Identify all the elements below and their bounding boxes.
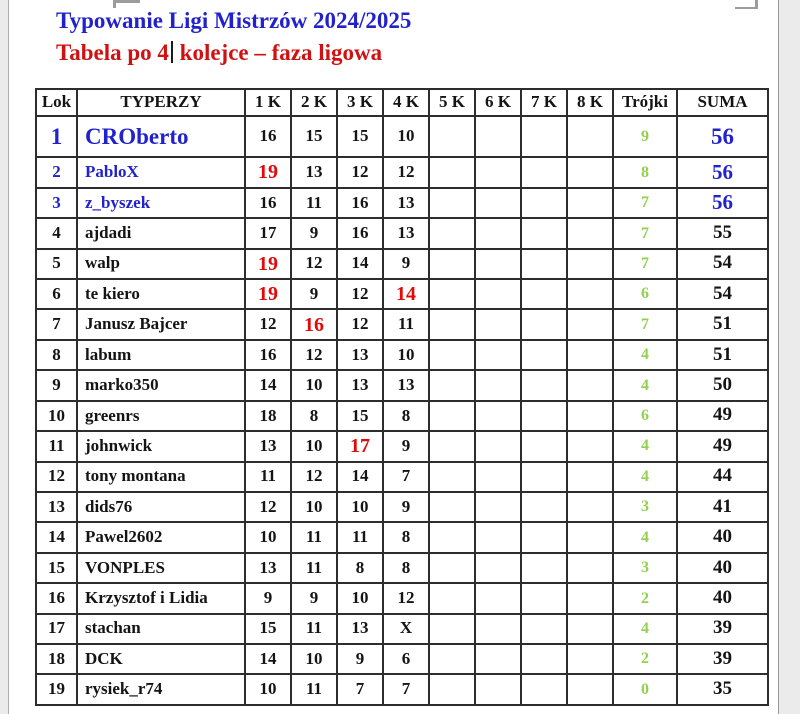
round-8-cell [567, 309, 613, 339]
table-row [36, 370, 768, 400]
name-cell: te kiero [77, 279, 245, 309]
suma-cell: 40 [677, 583, 768, 613]
round-1-cell: 12 [245, 492, 291, 522]
round-7-cell [521, 309, 567, 339]
suma-cell: 40 [677, 522, 768, 552]
name-cell: dids76 [77, 492, 245, 522]
round-6-cell [475, 522, 521, 552]
table-row [36, 279, 768, 309]
round-7-cell [521, 370, 567, 400]
round-5-cell [429, 462, 475, 492]
rank-cell: 11 [36, 431, 77, 461]
round-6-cell [475, 116, 521, 157]
round-3-cell: 7 [337, 674, 383, 705]
table-row [36, 249, 768, 279]
trojki-cell: 6 [613, 279, 677, 309]
round-1-cell: 19 [245, 157, 291, 187]
round-5-cell [429, 157, 475, 187]
round-2-cell: 11 [291, 522, 337, 552]
round-2-cell: 11 [291, 553, 337, 583]
round-1-cell: 15 [245, 614, 291, 644]
col-header-round-5: 5 K [429, 89, 475, 116]
round-4-cell: 10 [383, 116, 429, 157]
rank-cell: 14 [36, 522, 77, 552]
rank-cell: 1 [36, 116, 77, 157]
round-5-cell [429, 188, 475, 218]
round-6-cell [475, 188, 521, 218]
round-8-cell [567, 116, 613, 157]
round-8-cell [567, 370, 613, 400]
round-3-cell: 13 [337, 370, 383, 400]
round-6-cell [475, 614, 521, 644]
round-2-cell: 8 [291, 401, 337, 431]
round-5-cell [429, 614, 475, 644]
name-cell: stachan [77, 614, 245, 644]
subtitle-text-before: Tabela po 4 [56, 40, 169, 65]
round-1-cell: 18 [245, 401, 291, 431]
suma-cell: 50 [677, 370, 768, 400]
rank-cell: 18 [36, 644, 77, 674]
rank-cell: 6 [36, 279, 77, 309]
col-header-trojki: Trójki [613, 89, 677, 116]
round-3-cell: 17 [337, 431, 383, 461]
round-1-cell: 10 [245, 674, 291, 705]
suma-cell: 55 [677, 218, 768, 248]
trojki-cell: 2 [613, 583, 677, 613]
suma-cell: 49 [677, 401, 768, 431]
round-6-cell [475, 674, 521, 705]
table-row [36, 401, 768, 431]
round-8-cell [567, 644, 613, 674]
round-5-cell [429, 644, 475, 674]
round-6-cell [475, 462, 521, 492]
round-5-cell [429, 522, 475, 552]
round-4-cell: 13 [383, 188, 429, 218]
round-3-cell: 14 [337, 462, 383, 492]
round-3-cell: 8 [337, 553, 383, 583]
table-row [36, 431, 768, 461]
col-header-round-8: 8 K [567, 89, 613, 116]
col-header-round-3: 3 K [337, 89, 383, 116]
suma-cell: 44 [677, 462, 768, 492]
suma-cell: 54 [677, 279, 768, 309]
suma-cell: 39 [677, 614, 768, 644]
round-4-cell: 9 [383, 249, 429, 279]
trojki-cell: 4 [613, 370, 677, 400]
trojki-cell: 9 [613, 116, 677, 157]
round-2-cell: 12 [291, 340, 337, 370]
rank-cell: 12 [36, 462, 77, 492]
round-4-cell: 11 [383, 309, 429, 339]
rank-cell: 2 [36, 157, 77, 187]
round-2-cell: 11 [291, 674, 337, 705]
round-5-cell [429, 249, 475, 279]
name-cell: walp [77, 249, 245, 279]
round-7-cell [521, 644, 567, 674]
trojki-cell: 2 [613, 644, 677, 674]
round-5-cell [429, 218, 475, 248]
round-3-cell: 14 [337, 249, 383, 279]
round-1-cell: 10 [245, 522, 291, 552]
table-row [36, 340, 768, 370]
table-row [36, 309, 768, 339]
name-cell: greenrs [77, 401, 245, 431]
col-header-round-4: 4 K [383, 89, 429, 116]
table-row [36, 157, 768, 187]
round-5-cell [429, 116, 475, 157]
round-7-cell [521, 116, 567, 157]
round-6-cell [475, 431, 521, 461]
col-header-typerzy: TYPERZY [77, 89, 245, 116]
rank-cell: 16 [36, 583, 77, 613]
rank-cell: 3 [36, 188, 77, 218]
round-7-cell [521, 249, 567, 279]
crop-mark-icon [735, 0, 758, 9]
round-3-cell: 15 [337, 116, 383, 157]
name-cell: Janusz Bajcer [77, 309, 245, 339]
round-1-cell: 19 [245, 249, 291, 279]
round-8-cell [567, 188, 613, 218]
round-7-cell [521, 553, 567, 583]
round-8-cell [567, 218, 613, 248]
table-row [36, 644, 768, 674]
round-4-cell: 7 [383, 674, 429, 705]
round-3-cell: 15 [337, 401, 383, 431]
suma-cell: 51 [677, 309, 768, 339]
round-7-cell [521, 188, 567, 218]
trojki-cell: 4 [613, 522, 677, 552]
round-1-cell: 13 [245, 553, 291, 583]
crop-mark-icon [113, 0, 140, 8]
round-8-cell [567, 279, 613, 309]
table-row [36, 674, 768, 705]
rank-cell: 7 [36, 309, 77, 339]
round-1-cell: 16 [245, 188, 291, 218]
name-cell: z_byszek [77, 188, 245, 218]
col-header-round-7: 7 K [521, 89, 567, 116]
rank-cell: 13 [36, 492, 77, 522]
trojki-cell: 4 [613, 340, 677, 370]
round-7-cell [521, 614, 567, 644]
round-6-cell [475, 279, 521, 309]
col-header-lok: Lok [36, 89, 77, 116]
round-7-cell [521, 157, 567, 187]
text-cursor-icon [171, 41, 173, 63]
round-1-cell: 17 [245, 218, 291, 248]
name-cell: marko350 [77, 370, 245, 400]
name-cell: ajdadi [77, 218, 245, 248]
round-4-cell: X [383, 614, 429, 644]
round-4-cell: 6 [383, 644, 429, 674]
round-2-cell: 9 [291, 279, 337, 309]
trojki-cell: 7 [613, 309, 677, 339]
name-cell: PabloX [77, 157, 245, 187]
round-2-cell: 9 [291, 583, 337, 613]
round-1-cell: 19 [245, 279, 291, 309]
round-4-cell: 9 [383, 492, 429, 522]
round-3-cell: 11 [337, 522, 383, 552]
rank-cell: 8 [36, 340, 77, 370]
round-3-cell: 9 [337, 644, 383, 674]
trojki-cell: 4 [613, 431, 677, 461]
round-5-cell [429, 553, 475, 583]
subtitle-text-after: kolejce – faza ligowa [173, 40, 383, 65]
round-4-cell: 12 [383, 157, 429, 187]
round-1-cell: 14 [245, 370, 291, 400]
table-row [36, 583, 768, 613]
round-2-cell: 12 [291, 249, 337, 279]
round-4-cell: 14 [383, 279, 429, 309]
round-2-cell: 12 [291, 462, 337, 492]
round-2-cell: 13 [291, 157, 337, 187]
round-2-cell: 10 [291, 492, 337, 522]
name-cell: Pawel2602 [77, 522, 245, 552]
name-cell: DCK [77, 644, 245, 674]
round-5-cell [429, 674, 475, 705]
round-5-cell [429, 583, 475, 613]
name-cell: rysiek_r74 [77, 674, 245, 705]
round-4-cell: 13 [383, 218, 429, 248]
round-6-cell [475, 340, 521, 370]
round-3-cell: 16 [337, 218, 383, 248]
name-cell: CROberto [77, 116, 245, 157]
round-3-cell: 10 [337, 583, 383, 613]
suma-cell: 56 [677, 157, 768, 187]
round-5-cell [429, 492, 475, 522]
round-7-cell [521, 674, 567, 705]
round-5-cell [429, 431, 475, 461]
trojki-cell: 8 [613, 157, 677, 187]
suma-cell: 41 [677, 492, 768, 522]
table-row [36, 188, 768, 218]
round-7-cell [521, 583, 567, 613]
round-3-cell: 13 [337, 340, 383, 370]
trojki-cell: 4 [613, 462, 677, 492]
suma-cell: 51 [677, 340, 768, 370]
col-header-round-6: 6 K [475, 89, 521, 116]
round-6-cell [475, 553, 521, 583]
round-4-cell: 10 [383, 340, 429, 370]
round-2-cell: 10 [291, 644, 337, 674]
round-4-cell: 13 [383, 370, 429, 400]
round-4-cell: 7 [383, 462, 429, 492]
col-header-round-2: 2 K [291, 89, 337, 116]
round-4-cell: 9 [383, 431, 429, 461]
standings-table [35, 88, 769, 706]
round-6-cell [475, 249, 521, 279]
round-5-cell [429, 401, 475, 431]
round-1-cell: 13 [245, 431, 291, 461]
trojki-cell: 7 [613, 249, 677, 279]
round-3-cell: 12 [337, 279, 383, 309]
round-2-cell: 15 [291, 116, 337, 157]
rank-cell: 9 [36, 370, 77, 400]
name-cell: johnwick [77, 431, 245, 461]
table-row [36, 492, 768, 522]
round-5-cell [429, 309, 475, 339]
round-8-cell [567, 614, 613, 644]
round-3-cell: 12 [337, 309, 383, 339]
suma-cell: 54 [677, 249, 768, 279]
round-5-cell [429, 340, 475, 370]
suma-cell: 39 [677, 644, 768, 674]
rank-cell: 4 [36, 218, 77, 248]
round-8-cell [567, 583, 613, 613]
round-1-cell: 9 [245, 583, 291, 613]
document-title: Typowanie Ligi Mistrzów 2024/2025 [56, 8, 412, 33]
round-7-cell [521, 522, 567, 552]
trojki-cell: 3 [613, 492, 677, 522]
round-8-cell [567, 674, 613, 705]
document-subtitle [56, 40, 382, 66]
name-cell: VONPLES [77, 553, 245, 583]
name-cell: labum [77, 340, 245, 370]
header-row [36, 89, 768, 116]
trojki-cell: 4 [613, 614, 677, 644]
table-row [36, 218, 768, 248]
suma-cell: 56 [677, 188, 768, 218]
col-header-suma: SUMA [677, 89, 768, 116]
round-3-cell: 12 [337, 157, 383, 187]
round-1-cell: 14 [245, 644, 291, 674]
trojki-cell: 7 [613, 218, 677, 248]
round-1-cell: 16 [245, 116, 291, 157]
round-7-cell [521, 431, 567, 461]
round-3-cell: 16 [337, 188, 383, 218]
trojki-cell: 7 [613, 188, 677, 218]
round-6-cell [475, 309, 521, 339]
round-6-cell [475, 401, 521, 431]
round-2-cell: 10 [291, 370, 337, 400]
round-7-cell [521, 462, 567, 492]
standings-table-body [36, 116, 768, 705]
round-8-cell [567, 157, 613, 187]
round-2-cell: 11 [291, 188, 337, 218]
round-6-cell [475, 492, 521, 522]
round-6-cell [475, 644, 521, 674]
round-1-cell: 16 [245, 340, 291, 370]
trojki-cell: 6 [613, 401, 677, 431]
table-row [36, 553, 768, 583]
round-4-cell: 8 [383, 553, 429, 583]
round-8-cell [567, 340, 613, 370]
round-7-cell [521, 492, 567, 522]
round-5-cell [429, 279, 475, 309]
round-8-cell [567, 431, 613, 461]
rank-cell: 19 [36, 674, 77, 705]
round-8-cell [567, 249, 613, 279]
suma-cell: 40 [677, 553, 768, 583]
rank-cell: 5 [36, 249, 77, 279]
round-6-cell [475, 218, 521, 248]
round-7-cell [521, 218, 567, 248]
suma-cell: 35 [677, 674, 768, 705]
round-2-cell: 10 [291, 431, 337, 461]
document-page[interactable] [8, 0, 779, 714]
round-8-cell [567, 492, 613, 522]
table-row [36, 614, 768, 644]
round-4-cell: 8 [383, 522, 429, 552]
trojki-cell: 3 [613, 553, 677, 583]
round-1-cell: 12 [245, 309, 291, 339]
name-cell: Krzysztof i Lidia [77, 583, 245, 613]
trojki-cell: 0 [613, 674, 677, 705]
table-row [36, 116, 768, 157]
rank-cell: 10 [36, 401, 77, 431]
round-6-cell [475, 583, 521, 613]
round-7-cell [521, 279, 567, 309]
round-3-cell: 10 [337, 492, 383, 522]
round-2-cell: 16 [291, 309, 337, 339]
round-6-cell [475, 370, 521, 400]
col-header-round-1: 1 K [245, 89, 291, 116]
round-1-cell: 11 [245, 462, 291, 492]
round-2-cell: 9 [291, 218, 337, 248]
round-8-cell [567, 401, 613, 431]
round-4-cell: 8 [383, 401, 429, 431]
table-row [36, 462, 768, 492]
suma-cell: 49 [677, 431, 768, 461]
round-8-cell [567, 462, 613, 492]
round-2-cell: 11 [291, 614, 337, 644]
rank-cell: 17 [36, 614, 77, 644]
round-5-cell [429, 370, 475, 400]
round-3-cell: 13 [337, 614, 383, 644]
round-8-cell [567, 522, 613, 552]
round-7-cell [521, 340, 567, 370]
round-7-cell [521, 401, 567, 431]
suma-cell: 56 [677, 116, 768, 157]
round-8-cell [567, 553, 613, 583]
round-4-cell: 12 [383, 583, 429, 613]
rank-cell: 15 [36, 553, 77, 583]
table-row [36, 522, 768, 552]
name-cell: tony montana [77, 462, 245, 492]
round-6-cell [475, 157, 521, 187]
